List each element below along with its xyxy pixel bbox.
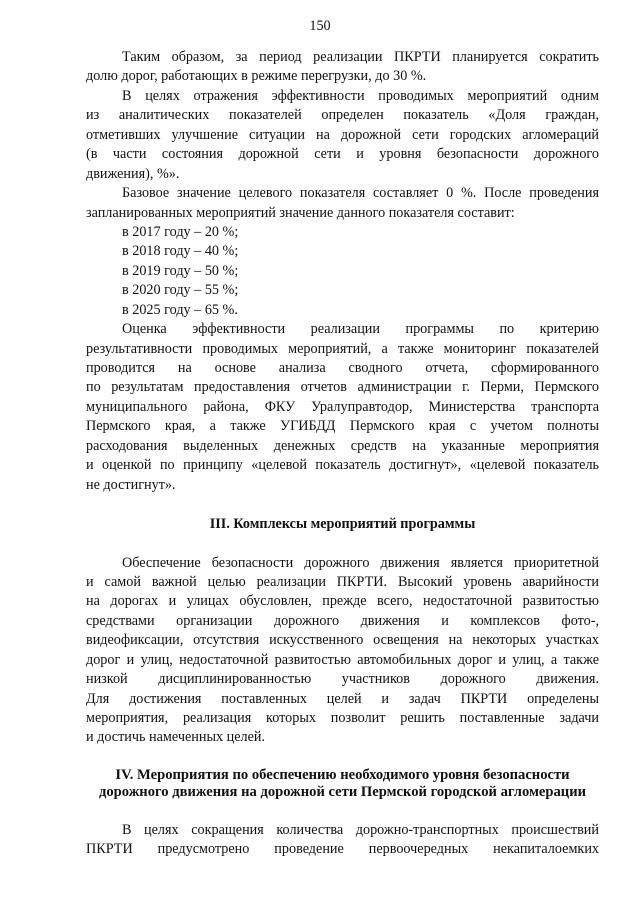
paragraph-line: Таким образом, за период реализации ПКРТИ планируется сократить	[122, 49, 599, 65]
paragraph-line: низкой дисциплинированностью участников дорожного движения.	[86, 671, 599, 688]
paragraph-line: Обеспечение безопасности дорожного движения является приоритетной	[122, 554, 599, 571]
paragraph-line: долю дорог, работающих в режиме перегрузки, до 30 %.	[86, 68, 427, 85]
body-text	[86, 48, 599, 860]
target-list-item: в 2019 году – 50 %;	[122, 262, 239, 279]
paragraph-line: запланированных мероприятий значение данного показателя составит:	[86, 204, 515, 221]
paragraph-line: Базовое значение целевого показателя составляет 0 %. После проведения	[122, 185, 599, 202]
target-list-item: в 2018 году – 40 %;	[122, 243, 239, 260]
paragraph-line: видеофиксации, отсутствия искусственного освещения на некоторых участках	[86, 632, 599, 649]
section-heading: IV. Мероприятия по обеспечению необходимого уровня безопасности	[115, 767, 570, 784]
paragraph-line: В целях отражения эффективности проводимых мероприятий одним	[122, 87, 599, 104]
target-list-item: в 2025 году – 65 %.	[122, 301, 238, 318]
paragraph-line: на дорогах и улицах обусловлен, прежде всего, недостаточной развитостью	[86, 593, 599, 610]
paragraph-line: средствами организации дорожного движения и комплексов фото-,	[86, 612, 599, 629]
page-number: 150	[309, 18, 331, 34]
target-list-item: в 2020 году – 55 %;	[122, 282, 239, 299]
target-list-item: в 2017 году – 20 %;	[122, 223, 239, 240]
paragraph-line: ПКРТИ предусмотрено проведение первоочередных некапиталоемких	[86, 841, 599, 858]
paragraph-line: Для достижения поставленных целей и задач ПКРТИ определены	[86, 690, 599, 707]
paragraph-line: по результатам предоставления отчетов администрации г. Перми, Пермского	[86, 379, 599, 396]
paragraph-line: Оценка эффективности реализации программы по критерию	[122, 321, 599, 338]
section-heading: III. Комплексы мероприятий программы	[209, 515, 476, 532]
paragraph-line: и самой важной целью реализации ПКРТИ. Высокий уровень аварийности	[86, 573, 599, 590]
paragraph-line: проводится на основе анализа сводного отчета, сформированного	[86, 360, 599, 376]
paragraph-line: Пермского края, а также УГИБДД Пермского края с учетом полноты	[86, 418, 599, 435]
paragraph-line: и оценкой по принципу «целевой показатель достигнут», «целевой показатель	[86, 457, 599, 474]
paragraph-line: и достичь намеченных целей.	[86, 729, 266, 746]
paragraph-line: дорог и улиц, недостаточной развитостью автомобильных дорог и улиц, а также	[86, 651, 599, 668]
paragraph-line: результативности проводимых мероприятий, а также мониторинг показателей	[86, 340, 599, 357]
paragraph-line: отметивших улучшение ситуации на дорожной сети городских агломераций	[86, 126, 599, 143]
section-heading: дорожного движения на дорожной сети Пермской городской агломерации	[98, 784, 587, 801]
paragraph-line: из аналитических показателей определен показатель «Доля граждан,	[86, 107, 599, 124]
paragraph-line: (в части состояния дорожной сети и уровня безопасности дорожного	[86, 146, 599, 163]
paragraph-line: муниципального района, ФКУ Уралуправтодор, Министерства транспорта	[86, 398, 599, 415]
paragraph-line: движения), %».	[86, 165, 180, 182]
paragraph-line: расходования выделенных денежных средств на указанные мероприятия	[86, 437, 599, 454]
paragraph-line: В целях сокращения количества дорожно-транспортных происшествий	[122, 821, 599, 838]
paragraph-line: мероприятия, реализация которых позволит решить поставленные задачи	[86, 710, 599, 726]
paragraph-line: не достигнут».	[86, 476, 176, 493]
